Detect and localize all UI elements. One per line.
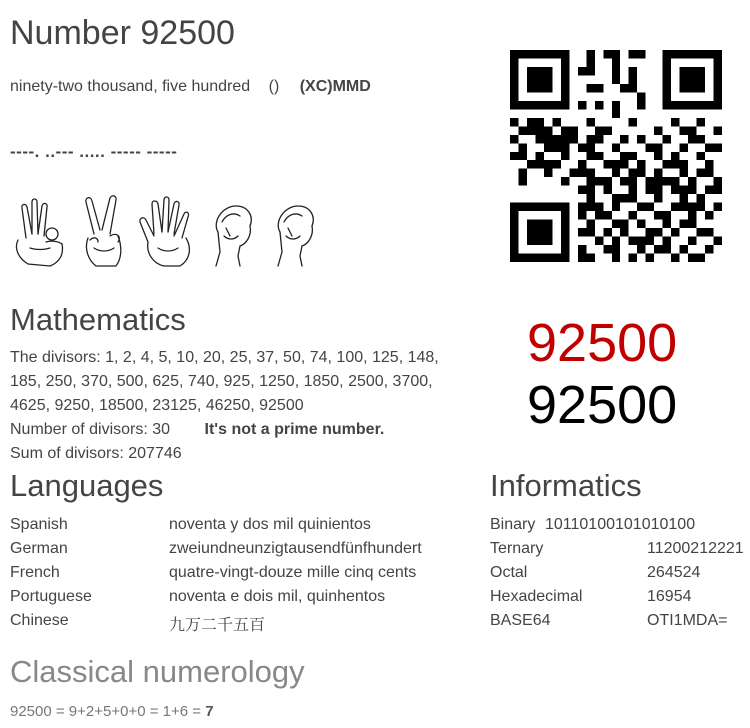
informatics-heading: Informatics xyxy=(490,468,642,503)
roman-numeral: (XC)MMD xyxy=(299,78,371,95)
qr-code xyxy=(510,50,722,262)
name-parens: () xyxy=(268,78,280,95)
informatics-label: Ternary xyxy=(490,540,544,557)
informatics-value: OTI1MDA= xyxy=(647,612,728,629)
language-value: noventa y dos mil quinientos xyxy=(169,516,371,533)
language-value: zweiundneunzigtausendfünfhundert xyxy=(169,540,422,557)
language-value: quatre-vingt-douze mille cinq cents xyxy=(169,564,417,581)
hand-sign-0-icon xyxy=(200,192,260,270)
language-label: French xyxy=(10,564,60,581)
sign-language-hands xyxy=(8,192,324,270)
hand-sign-0-icon xyxy=(264,192,324,270)
mathematics-heading: Mathematics xyxy=(10,302,186,337)
divisors-list: The divisors: 1, 2, 4, 5, 10, 20, 25, 37, 50, 74, 100, 125, 148, 185, 250, 370, 500, 625, 740, 925, 1250, 1850, 2500, 3700, 4625, 9250, 18500, 23125, 46250, 92500 xyxy=(10,349,439,414)
languages-heading: Languages xyxy=(10,468,164,503)
informatics-label: Octal xyxy=(490,564,528,581)
language-label: Portuguese xyxy=(10,588,92,605)
informatics-value: 10110100101010100 xyxy=(545,516,696,533)
morse-code: ----. ..--- ..... ----- ----- xyxy=(10,142,178,161)
numerology-result: 7 xyxy=(205,703,214,720)
language-label: Spanish xyxy=(10,516,68,533)
hand-sign-2-icon xyxy=(72,192,132,270)
informatics-value: 264524 xyxy=(647,564,701,581)
big-number-red: 92500 xyxy=(527,313,678,373)
language-value: 九万二千五百 xyxy=(169,617,266,634)
number-of-divisors-line xyxy=(10,418,384,442)
language-label: Chinese xyxy=(10,612,69,629)
numerology-equation: 92500 = 9+2+5+0+0 = 1+6 = xyxy=(10,703,206,720)
page-title: Number 92500 xyxy=(10,14,235,52)
number-name-line xyxy=(10,78,371,96)
language-value: noventa e dois mil, quinhentos xyxy=(169,588,386,605)
numerology-heading: Classical numerology xyxy=(10,654,305,689)
number-name: ninety-two thousand, five hundred xyxy=(10,78,251,95)
hand-sign-5-icon xyxy=(136,192,196,270)
informatics-value: 11200212221 xyxy=(647,540,744,557)
informatics-label: Hexadecimal xyxy=(490,588,583,605)
language-label: German xyxy=(10,540,68,557)
informatics-label: Binary xyxy=(490,516,536,533)
informatics-label: BASE64 xyxy=(490,612,551,629)
sum-of-divisors: Sum of divisors: 207746 xyxy=(10,445,182,462)
hand-sign-9-icon xyxy=(8,192,68,270)
numerology-equation-line xyxy=(10,703,214,720)
number-of-divisors: Number of divisors: 30 xyxy=(10,421,171,438)
prime-status: It's not a prime number. xyxy=(204,421,385,438)
informatics-value: 16954 xyxy=(647,588,692,605)
big-number-black: 92500 xyxy=(527,375,678,435)
